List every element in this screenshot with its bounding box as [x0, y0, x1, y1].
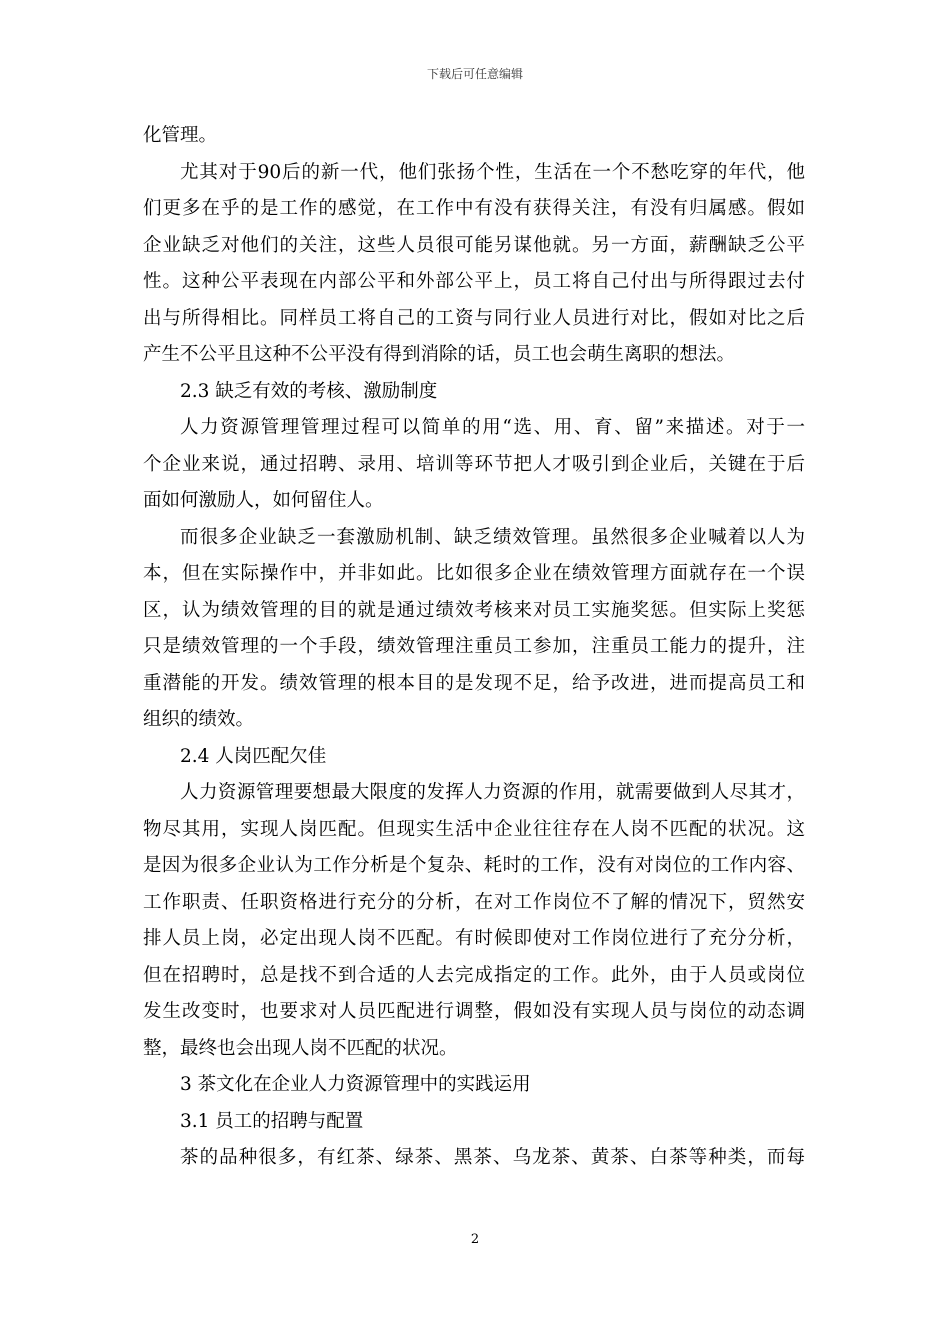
text-line: 们更多在乎的是工作的感觉，在工作中有没有获得关注，有没有归属感。假如 — [143, 198, 805, 219]
text-line: 区，认为绩效管理的目的就是通过绩效考核来对员工实施奖惩。但实际上奖惩 — [143, 599, 805, 621]
paragraph — [143, 775, 805, 1067]
text-line: 产生不公平且这种不公平没有得到消除的话，员工也会萌生离职的想法。 — [143, 344, 736, 365]
text-line: 面如何激励人，如何留住人。 — [143, 490, 384, 511]
text-line: 人力资源管理要想最大限度的发挥人力资源的作用，就需要做到人尽其才， — [180, 782, 805, 803]
text-line: 化管理。 — [143, 125, 218, 146]
heading-text: 3 茶文化在企业人力资源管理中的实践运用 — [180, 1074, 531, 1095]
text-line: 只是绩效管理的一个手段，绩效管理注重员工参加，注重员工能力的提升，注 — [143, 636, 805, 657]
paragraph — [143, 155, 805, 374]
paragraph — [143, 520, 805, 739]
text-line: 人力资源管理管理过程可以简单的用“选、用、育、留”来描述。对于一 — [180, 417, 805, 438]
paragraph — [143, 1140, 805, 1177]
text-line: 物尽其用，实现人岗匹配。但现实生活中企业往往存在人岗不匹配的状况。这 — [143, 818, 805, 840]
heading-text: 2.3 缺乏有效的考核、激励制度 — [180, 380, 438, 402]
text-line: 企业缺乏对他们的关注，这些人员很可能另谋他就。另一方面，薪酬缺乏公平 — [143, 234, 805, 256]
paragraph-continuation — [143, 118, 805, 155]
paragraph — [143, 410, 805, 520]
text-line: 茶的品种很多，有红茶、绿茶、黑茶、乌龙茶、黄茶、白茶等种类，而每 — [180, 1147, 805, 1168]
text-line: 尤其对于90后的新一代，他们张扬个性，生活在一个不愁吃穿的年代，他 — [180, 161, 805, 183]
section-heading — [143, 374, 805, 411]
chapter-heading — [143, 1067, 805, 1104]
text-line: 而很多企业缺乏一套激励机制、缺乏绩效管理。虽然很多企业喊着以人为 — [180, 526, 805, 548]
heading-text: 2.4 人岗匹配欠佳 — [180, 745, 327, 767]
text-line: 个企业来说，通过招聘、录用、培训等环节把人才吸引到企业后，关键在于后 — [143, 453, 805, 475]
text-line: 整，最终也会出现人岗不匹配的状况。 — [143, 1037, 458, 1059]
text-line: 重潜能的开发。绩效管理的根本目的是发现不足，给予改进，进而提高员工和 — [143, 672, 805, 694]
text-line: 组织的绩效。 — [143, 709, 255, 730]
heading-text: 3.1 员工的招聘与配置 — [180, 1110, 364, 1132]
text-line: 本，但在实际操作中，并非如此。比如很多企业在绩效管理方面就存在一个误 — [143, 563, 805, 584]
page-number: 2 — [470, 1232, 480, 1247]
document-body — [143, 118, 805, 1177]
text-line: 出与所得相比。同样员工将自己的工资与同行业人员进行对比，假如对比之后 — [143, 307, 805, 329]
text-line: 排人员上岗，必定出现人岗不匹配。有时候即使对工作岗位进行了充分分析， — [143, 928, 805, 949]
page-header: 下载后可任意编辑 — [426, 67, 523, 81]
text-line: 发生改变时，也要求对人员匹配进行调整，假如没有实现人员与岗位的动态调 — [143, 1001, 805, 1022]
section-heading — [143, 1104, 805, 1141]
text-line: 是因为很多企业认为工作分析是个复杂、耗时的工作，没有对岗位的工作内容、 — [143, 855, 805, 876]
text-line: 工作职责、任职资格进行充分的分析，在对工作岗位不了解的情况下，贸然安 — [143, 891, 805, 913]
text-line: 性。这种公平表现在内部公平和外部公平上，员工将自己付出与所得跟过去付 — [143, 271, 805, 292]
text-line: 但在招聘时，总是找不到合适的人去完成指定的工作。此外，由于人员或岗位 — [143, 964, 805, 986]
section-heading — [143, 739, 805, 776]
